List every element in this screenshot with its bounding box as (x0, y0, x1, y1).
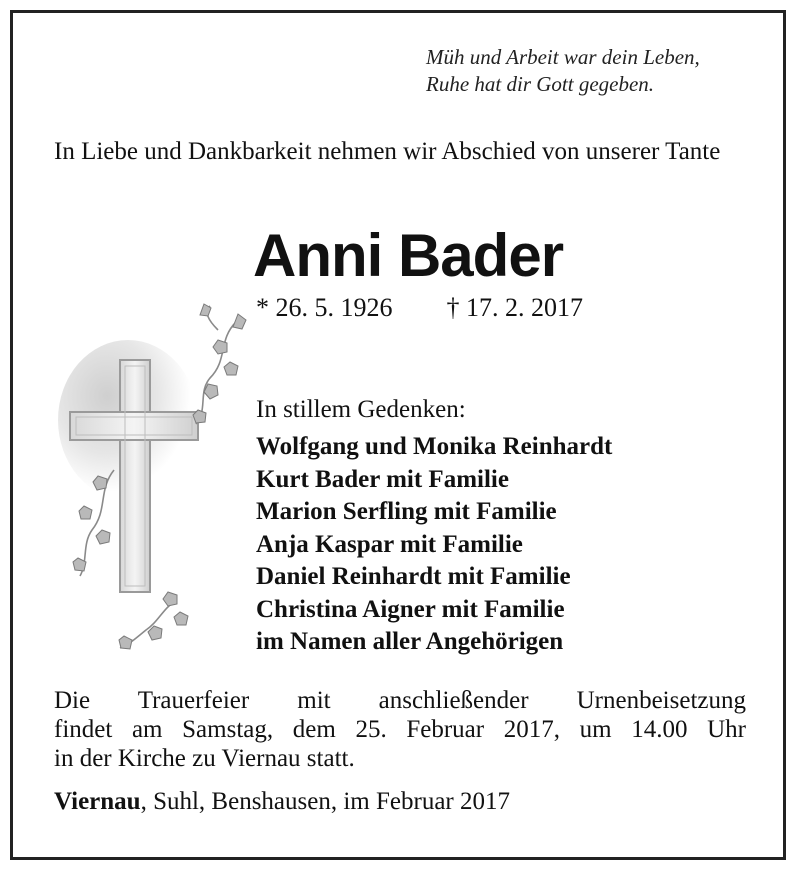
mourners-list (256, 431, 612, 659)
funeral-line-2: findet am Samstag, dem 25. Februar 2017, um 14.00 Uhr (54, 716, 746, 743)
mourner-name: Wolfgang und Monika Reinhardt (256, 433, 613, 460)
funeral-line-3: in der Kirche zu Viernau statt. (54, 745, 355, 772)
mourner-name: Daniel Reinhardt mit Familie (256, 563, 571, 590)
mourner-name: im Namen aller Angehörigen (256, 628, 564, 655)
mourner-name: Kurt Bader mit Familie (256, 465, 509, 493)
place-rest: , Suhl, Benshausen, im Februar 2017 (140, 788, 510, 815)
funeral-notice (54, 686, 746, 773)
mourner-name: Marion Serfling mit Familie (256, 498, 557, 525)
death-date: † 17. 2. 2017 (446, 293, 583, 322)
motto (426, 44, 700, 98)
motto-line-1: Müh und Arbeit war dein Leben, (426, 45, 700, 69)
mourner-name: Christina Aigner mit Familie (256, 595, 565, 623)
mourner-name: Anja Kaspar mit Familie (256, 530, 523, 558)
motto-line-2: Ruhe hat dir Gott gegeben. (426, 72, 655, 96)
cross-with-ivy-icon (58, 300, 258, 660)
birth-date: * 26. 5. 1926 (256, 293, 393, 322)
life-dates (256, 292, 583, 324)
deceased-name: Anni Bader (253, 222, 564, 289)
place-town: Viernau (54, 788, 141, 815)
funeral-line-1: Die Trauerfeier mit anschließender Urnenbeisetzung (54, 687, 746, 714)
intro-text: In Liebe und Dankbarkeit nehmen wir Abschied von unserer Tante (54, 138, 721, 165)
place-and-date (54, 787, 510, 817)
mourning-heading: In stillem Gedenken: (256, 396, 466, 423)
